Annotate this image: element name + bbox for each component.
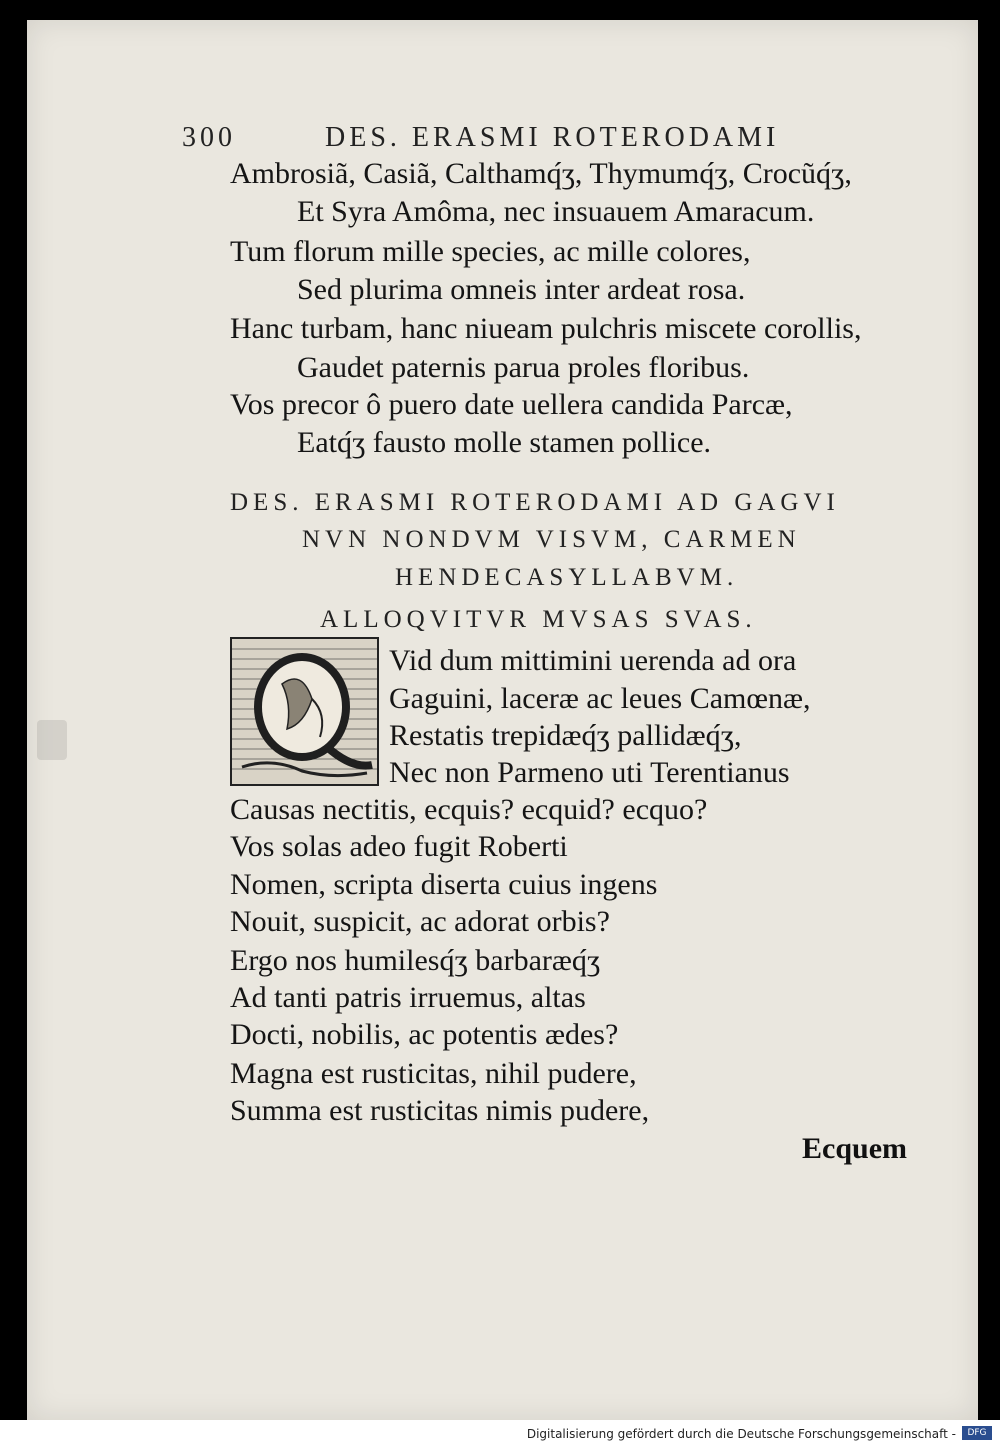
poem-title-line3: HENDECASYLLABVM. — [395, 564, 739, 591]
poem2-line: Vos solas adeo fugit Roberti — [230, 830, 568, 863]
poem-title-line2: NVN NONDVM VISVM, CARMEN — [302, 526, 801, 553]
woodcut-initial-q-icon — [230, 637, 379, 786]
poem2-line: Nouit, suspicit, ac adorat orbis? — [230, 905, 610, 938]
poem2-line: Nomen, scripta diserta cuius ingens — [230, 868, 658, 901]
poem1-line: Hanc turbam, hanc niueam pulchris miscete corollis, — [230, 312, 862, 345]
poem2-line: Ergo nos humilesq́ʒ barbaræq́ʒ — [230, 944, 601, 977]
poem1-line: Vos precor ô puero date uellera candida Parcæ, — [230, 388, 793, 421]
poem2-line: Gaguini, laceræ ac leues Camœnæ, — [389, 682, 811, 715]
running-title: DES. ERASMI ROTERODAMI — [325, 122, 780, 153]
poem-title-line1: DES. ERASMI ROTERODAMI AD GAGVI — [230, 489, 840, 516]
poem2-line: Summa est rusticitas nimis pudere, — [230, 1094, 650, 1127]
poem2-line: Vid dum mittimini uerenda ad ora — [389, 644, 797, 677]
poem2-line: Docti, nobilis, ac potentis ædes? — [230, 1018, 619, 1051]
poem1-line: Et Syra Amôma, nec insuauem Amaracum. — [297, 195, 815, 228]
poem2-line: Restatis trepidæq́ʒ pallidæq́ʒ, — [389, 719, 742, 752]
bleed-through-mark — [37, 720, 67, 760]
poem1-line: Ambrosiã, Casiã, Calthamq́ʒ, Thymumq́ʒ, Crocũq́ʒ, — [230, 157, 852, 190]
folio-number: 300 — [182, 122, 236, 153]
funding-credit: Digitalisierung gefördert durch die Deutsche Forschungsgemeinschaft - — [526, 1427, 956, 1441]
catchword: Ecquem — [802, 1132, 907, 1165]
poem1-line: Tum florum mille species, ac mille colores, — [230, 235, 751, 268]
poem2-line: Magna est rusticitas, nihil pudere, — [230, 1057, 637, 1090]
poem2-line: Ad tanti patris irruemus, altas — [230, 981, 586, 1014]
dfg-logo-icon: DFG — [962, 1426, 992, 1440]
poem2-line: Causas nectitis, ecquis? ecquid? ecquo? — [230, 793, 708, 826]
poem-subtitle: ALLOQVITVR MVSAS SVAS. — [320, 606, 757, 633]
poem1-line: Gaudet paternis parua proles floribus. — [297, 351, 750, 384]
initial-q-illustration — [232, 639, 377, 784]
digitization-footer — [0, 1420, 1000, 1447]
poem1-line: Eatq́ʒ fausto molle stamen pollice. — [297, 426, 712, 459]
poem1-line: Sed plurima omneis inter ardeat rosa. — [297, 273, 746, 306]
poem2-line: Nec non Parmeno uti Terentianus — [389, 756, 790, 789]
book-page — [27, 20, 978, 1420]
page-header — [27, 122, 978, 158]
